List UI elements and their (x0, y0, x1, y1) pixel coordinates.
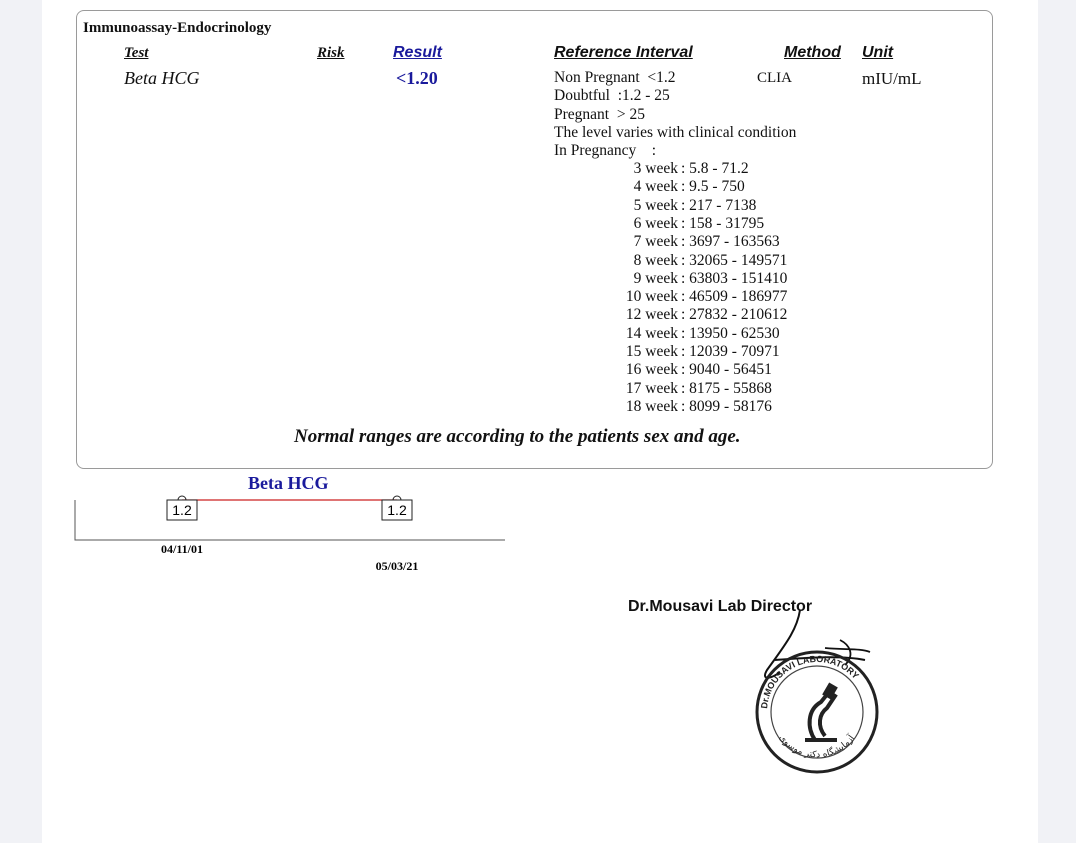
week-label: 3 week (633, 160, 678, 177)
history-value-label: 1.2 (172, 502, 192, 518)
header-method: Method (784, 44, 841, 61)
week-label: 4 week (633, 178, 678, 196)
week-range-value: : 46509 - 186977 (681, 288, 788, 306)
week-range-row (616, 361, 772, 379)
week-range-row (616, 306, 787, 324)
test-name: Beta HCG (124, 68, 200, 88)
week-range-value: : 13950 - 62530 (681, 324, 780, 342)
week-label: 6 week (633, 214, 678, 232)
history-chart-title: Beta HCG (248, 473, 329, 493)
week-label: 16 week (625, 361, 678, 379)
reference-line: Doubtful :1.2 - 25 (554, 87, 670, 105)
week-range-row (616, 270, 787, 288)
result-value: <1.20 (396, 68, 438, 88)
week-label: 10 week (625, 288, 678, 306)
week-label: 15 week (625, 343, 678, 360)
svg-text:آزمایشگاه دکتر موسوی (777, 732, 858, 760)
week-range-value: : 217 - 7138 (681, 196, 757, 214)
normal-range-note: Normal ranges are according to the patients sex and age. (294, 426, 741, 447)
week-range-row (616, 288, 787, 306)
week-range-row (616, 325, 780, 343)
week-label: 17 week (625, 379, 678, 397)
week-range-row (616, 233, 780, 251)
method-value: CLIA (757, 70, 792, 86)
week-label: 9 week (633, 269, 678, 287)
week-label: 5 week (633, 196, 678, 214)
week-range-value: : 158 - 31795 (681, 214, 765, 232)
week-range-value: : 5.8 - 71.2 (681, 160, 749, 177)
header-reference-interval: Reference Interval (554, 44, 693, 61)
header-test: Test (124, 45, 149, 61)
week-range-row (616, 252, 787, 270)
week-label: 18 week (625, 397, 678, 415)
week-range-value: : 63803 - 151410 (681, 269, 788, 287)
reference-line: The level varies with clinical condition (554, 123, 797, 141)
week-range-row (616, 160, 749, 178)
history-chart-axes (75, 500, 505, 540)
week-label: 12 week (625, 306, 678, 324)
week-range-row (616, 178, 745, 196)
svg-text:Dr.MOUSAVI LABORATORY (759, 654, 861, 709)
header-risk: Risk (317, 45, 345, 61)
lab-director-signature-text: Dr.Mousavi Lab Director (628, 598, 813, 615)
week-range-row (616, 398, 772, 416)
unit-value: mIU/mL (862, 69, 922, 88)
week-label: 7 week (633, 233, 678, 251)
reference-line: Pregnant > 25 (554, 105, 645, 123)
stamp-text-bottom: آزمایشگاه دکتر موسوی (776, 733, 857, 761)
header-unit: Unit (862, 44, 894, 61)
week-label: 14 week (625, 324, 678, 342)
week-range-row (616, 215, 764, 233)
week-range-value: : 12039 - 70971 (681, 343, 780, 360)
header-result: Result (393, 44, 442, 61)
week-range-value: : 9040 - 56451 (681, 361, 772, 379)
test-section-box (76, 10, 993, 469)
week-range-row (616, 380, 772, 398)
week-range-value: : 8099 - 58176 (681, 397, 772, 415)
stamp-text-top: Dr.MOUSAVI LABORATORY (759, 653, 861, 710)
week-range-value: : 8175 - 55868 (681, 379, 772, 397)
lab-stamp-logo (745, 600, 890, 780)
reference-line: In Pregnancy : (554, 142, 657, 160)
week-range-value: : 27832 - 210612 (681, 306, 788, 324)
week-range-value: : 32065 - 149571 (681, 251, 788, 269)
week-range-row (616, 343, 780, 361)
week-label: 8 week (633, 251, 678, 269)
history-date-label: 05/03/21 (375, 559, 419, 573)
reference-line: Non Pregnant <1.2 (554, 69, 676, 86)
week-range-row (616, 197, 756, 215)
section-title: Immunoassay-Endocrinology (83, 20, 272, 36)
history-date-label: 04/11/01 (160, 542, 204, 556)
week-range-value: : 3697 - 163563 (681, 233, 780, 251)
history-value-label: 1.2 (387, 502, 407, 518)
history-chart (60, 488, 520, 588)
week-range-value: : 9.5 - 750 (681, 178, 745, 196)
